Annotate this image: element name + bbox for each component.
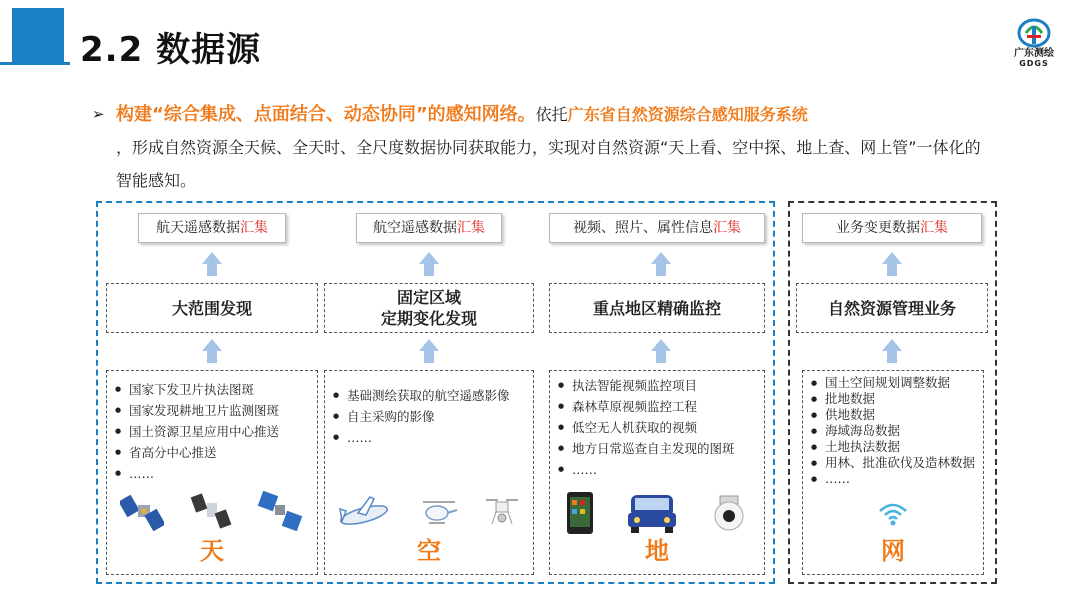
list-item: ● 地方日常巡查自主发现的图斑: [558, 438, 764, 459]
bullet-arrow-icon: ➢: [92, 105, 105, 123]
security-camera-icon: [710, 494, 748, 532]
column-air: [324, 213, 534, 579]
corner-line: [0, 62, 70, 65]
up-arrow-icon: [651, 252, 671, 276]
list-item: ● 国家发现耕地卫片监测图斑: [115, 400, 317, 421]
column-ground: [549, 213, 765, 579]
list-item: ● 省高分中心推送: [115, 442, 317, 463]
list-item: ● ……: [115, 463, 317, 484]
icon-row: [325, 493, 533, 529]
intro-body: ，形成自然资源全天候、全天时、全尺度数据协同获取能力，实现对自然资源“天上看、空中探、地上查、网上管”一体化的智能感知。: [116, 138, 981, 190]
column-heading: 大范围发现: [106, 283, 318, 333]
up-arrow-icon: [882, 339, 902, 363]
category-label: 网: [881, 537, 905, 565]
column-network: [796, 213, 988, 579]
logo-text-cn: 广东测绘: [1014, 48, 1054, 59]
helicopter-icon: [417, 496, 459, 526]
list-item: ● 森林草原视频监控工程: [558, 396, 764, 417]
source-list-box: [106, 370, 318, 575]
list-item: ● 自主采购的影像: [333, 406, 533, 427]
column-heading: 重点地区精确监控: [549, 283, 765, 333]
icon-row: [803, 499, 983, 527]
list-item: ● ……: [558, 459, 764, 480]
source-list-box: [549, 370, 765, 575]
data-tag: 业务变更数据汇集: [802, 213, 982, 243]
car-icon: [625, 491, 679, 535]
list-item: ● 低空无人机获取的视频: [558, 417, 764, 438]
list-item: ● 基础测绘获取的航空遥感影像: [333, 385, 533, 406]
data-tag: 航天遥感数据汇集: [138, 213, 286, 243]
corner-decoration: [12, 8, 64, 64]
category-label: 空: [417, 537, 441, 565]
intro-paragraph: [92, 98, 992, 197]
icon-row: [550, 491, 764, 535]
intro-system-name: 广东省自然资源综合感知服务系统: [567, 105, 808, 124]
list-item: ● 土地执法数据: [811, 439, 979, 455]
category-label: 地: [645, 537, 669, 565]
satellite-icon: [120, 491, 164, 531]
drone-icon: [482, 494, 522, 528]
list-item: ● 批地数据: [811, 391, 979, 407]
page-title: 2.2 数据源: [80, 30, 262, 70]
solar-satellite-icon: [258, 491, 304, 531]
wifi-icon: [877, 499, 909, 527]
data-tag: 视频、照片、属性信息汇集: [549, 213, 765, 243]
list-item: ● ……: [333, 427, 533, 448]
airplane-icon: [336, 493, 394, 529]
up-arrow-icon: [202, 252, 222, 276]
list-item: ● 国土空间规划调整数据: [811, 375, 979, 391]
icon-row: [107, 491, 317, 531]
list-item: ● 供地数据: [811, 407, 979, 423]
list-item: ● 执法智能视频监控项目: [558, 375, 764, 396]
source-list-box: [802, 370, 984, 575]
satellite-dish-icon: [189, 491, 233, 531]
logo-text-en: GDGS: [1019, 59, 1049, 68]
list-item: ● ……: [811, 471, 979, 487]
up-arrow-icon: [202, 339, 222, 363]
up-arrow-icon: [882, 252, 902, 276]
list-item: ● 国土资源卫星应用中心推送: [115, 421, 317, 442]
list-item: ● 国家下发卫片执法图斑: [115, 379, 317, 400]
logo-icon: [1017, 18, 1051, 48]
column-space: [106, 213, 318, 579]
up-arrow-icon: [419, 339, 439, 363]
column-heading: 自然资源管理业务: [796, 283, 988, 333]
gdgs-logo: [1010, 18, 1058, 70]
category-label: 天: [200, 537, 224, 565]
up-arrow-icon: [651, 339, 671, 363]
smartphone-icon: [566, 491, 594, 535]
list-item: ● 海域海岛数据: [811, 423, 979, 439]
source-list-box: [324, 370, 534, 575]
intro-headline: 构建“综合集成、点面结合、动态协同”的感知网络。: [116, 104, 536, 125]
up-arrow-icon: [419, 252, 439, 276]
column-heading: 固定区域 定期变化发现: [324, 283, 534, 333]
intro-prefix: 依托: [535, 105, 568, 124]
data-tag: 航空遥感数据汇集: [356, 213, 502, 243]
list-item: ● 用林、批准砍伐及造林数据: [811, 455, 979, 471]
